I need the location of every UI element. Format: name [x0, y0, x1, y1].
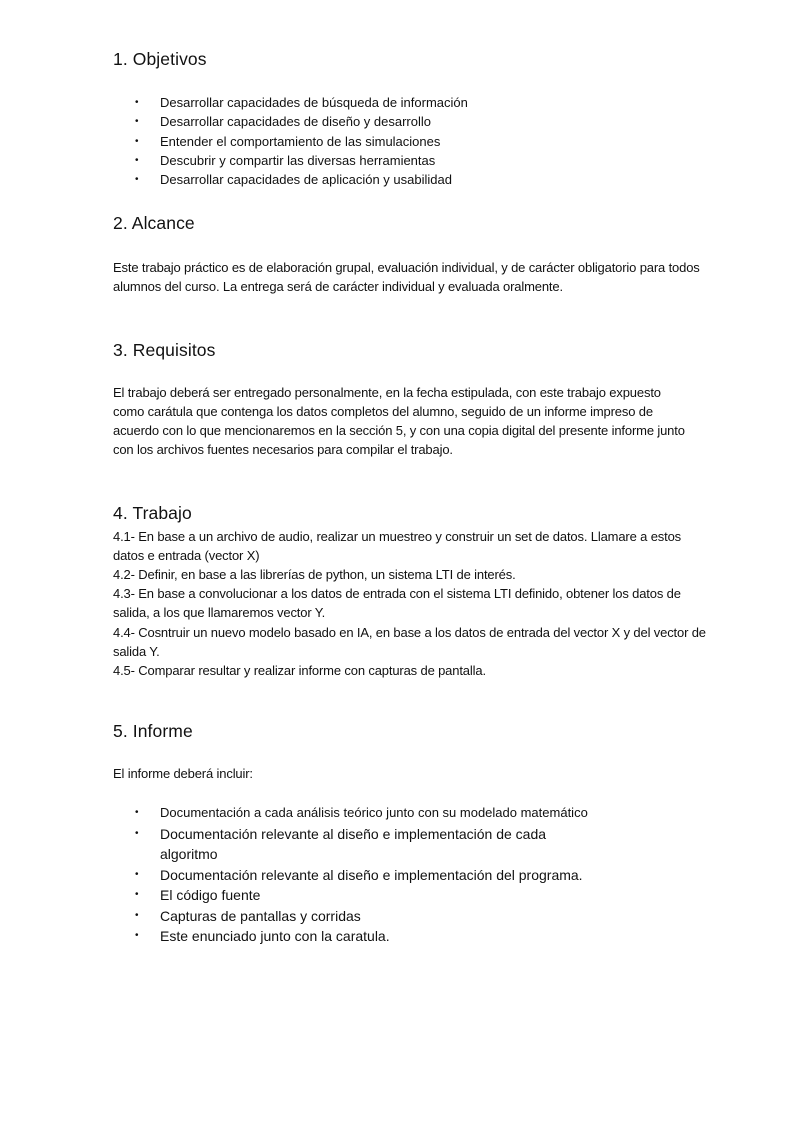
- list-item: [113, 132, 468, 151]
- bullet-icon: •: [135, 909, 139, 921]
- alcance-paragraph: Este trabajo práctico es de elaboración grupal, evaluación individual, y de carácter obligatorio para todos alumnos del curso. La entrega será de carácter individual y evaluada oralmente.: [113, 260, 700, 294]
- list-item-text: Este enunciado junto con la caratula.: [160, 928, 390, 945]
- list-item: [113, 151, 468, 170]
- work-item: 4.1- En base a un archivo de audio, realizar un muestreo y construir un set de datos. Llamare a estos datos e entrada (vector X): [113, 529, 682, 564]
- list-item-text: Documentación relevante al diseño e implementación del programa.: [160, 866, 583, 883]
- list-item-text: Desarrollar capacidades de diseño y desarrollo: [160, 114, 431, 130]
- bullet-icon: •: [135, 807, 139, 818]
- informe-list: [113, 803, 588, 947]
- list-item-text: Desarrollar capacidades de aplicación y usabilidad: [160, 172, 452, 188]
- bullet-icon: •: [135, 116, 139, 128]
- bullet-icon: •: [135, 97, 139, 108]
- work-item: 4.5- Comparar resultar y realizar informe con capturas de pantalla.: [113, 663, 486, 678]
- list-item: [113, 865, 588, 886]
- bullet-icon: •: [135, 930, 139, 942]
- work-item: 4.4- Cosntruir un nuevo modelo basado en IA, en base a los datos de entrada del vector X y del vector de salida Y.: [113, 625, 706, 660]
- bullet-icon: •: [135, 154, 139, 166]
- informe-intro: El informe deberá incluir:: [113, 766, 253, 781]
- section-heading-alcance: 2. Alcance: [113, 213, 195, 233]
- section-heading-trabajo: 4. Trabajo: [113, 503, 192, 523]
- bullet-icon: •: [135, 174, 139, 186]
- list-item: [113, 906, 588, 927]
- list-item: [113, 112, 468, 131]
- list-item-text: Documentación relevante al diseño e implementación de cada algoritmo: [160, 825, 547, 863]
- objetivos-list: [113, 93, 468, 189]
- list-item: [113, 93, 468, 112]
- list-item-text: Documentación a cada análisis teórico junto con su modelado matemático: [160, 805, 588, 820]
- work-item: 4.2- Definir, en base a las librerías de python, un sistema LTI de interés.: [113, 567, 516, 582]
- bullet-icon: •: [135, 135, 139, 147]
- list-item-text: Descubrir y compartir las diversas herramientas: [160, 152, 436, 168]
- section-heading-objetivos: 1. Objetivos: [113, 49, 207, 69]
- list-item: [113, 885, 588, 906]
- list-item-text: Entender el comportamiento de las simulaciones: [160, 133, 441, 149]
- requisitos-paragraph: El trabajo deberá ser entregado personalmente, en la fecha estipulada, con este trabajo expuesto como carátula que contenga los datos completos del alumno, seguido de un informe impreso de acuerdo con lo que mencionaremos en la sección 5, y con una copia digital del presente informe junto con los archivos fuentes necesarios para compilar el trabajo.: [113, 385, 685, 457]
- list-item: [113, 824, 570, 865]
- list-item-text: Desarrollar capacidades de búsqueda de información: [160, 95, 468, 110]
- list-item-text: El código fuente: [160, 887, 261, 904]
- section-heading-requisitos: 3. Requisitos: [113, 340, 216, 360]
- bullet-icon: •: [135, 868, 139, 880]
- bullet-icon: •: [135, 827, 139, 839]
- list-item: [113, 170, 468, 189]
- list-item: [113, 803, 588, 824]
- section-heading-informe: 5. Informe: [113, 721, 193, 741]
- work-item: 4.3- En base a convolucionar a los datos de entrada con el sistema LTI definido, obtener los datos de salida, a los que llamaremos vector Y.: [113, 586, 681, 621]
- list-item: [113, 926, 588, 947]
- bullet-icon: •: [135, 889, 139, 901]
- list-item-text: Capturas de pantallas y corridas: [160, 907, 361, 924]
